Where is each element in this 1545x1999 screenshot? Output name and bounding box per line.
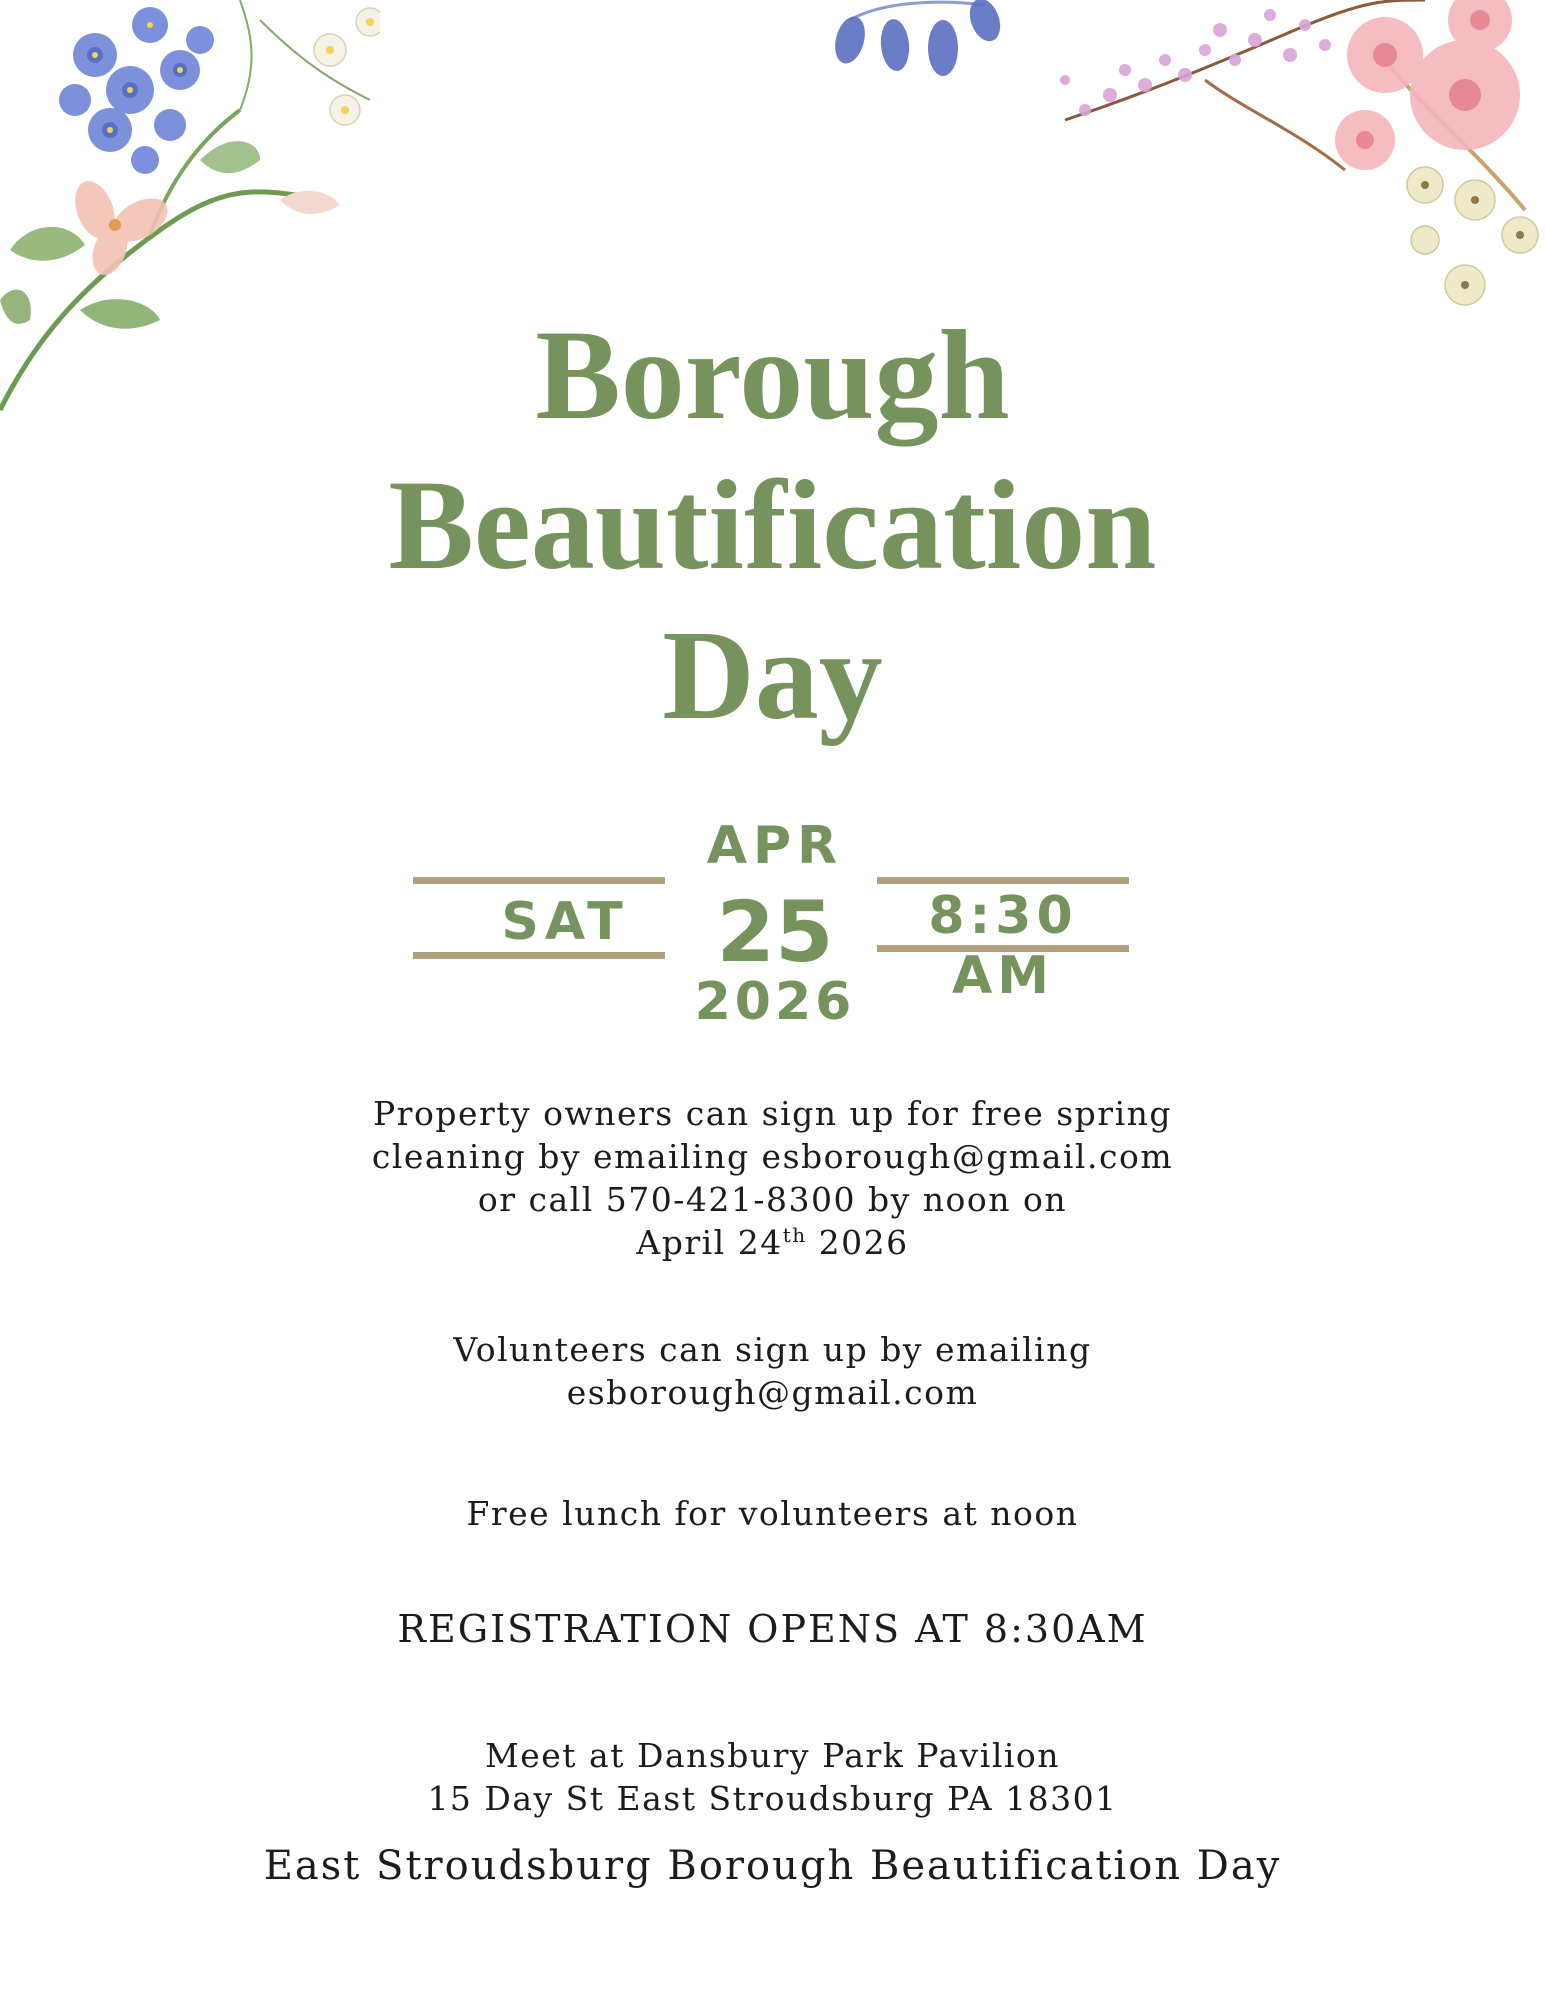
owners-line-4	[0, 1221, 1545, 1264]
event-day-number: 25	[716, 883, 834, 981]
event-weekday: SAT	[501, 892, 629, 952]
owners-line-3: or call 570-421-8300 by noon on	[477, 1180, 1068, 1219]
owners-deadline-date: April 24	[636, 1223, 783, 1262]
owners-deadline-year: 2026	[806, 1223, 909, 1262]
meeting-location	[0, 1734, 1545, 1820]
footer-event-name: East Stroudsburg Borough Beautification Day	[263, 1843, 1282, 1889]
floral-decoration-right	[825, 0, 1545, 330]
event-month: APR	[706, 816, 844, 876]
event-year: 2026	[694, 972, 856, 1032]
property-owners-info	[0, 1092, 1545, 1264]
title-line-3: Day	[662, 604, 883, 746]
ordinal-suffix: th	[782, 1223, 807, 1247]
divider-rule	[413, 877, 665, 884]
lunch-text: Free lunch for volunteers at noon	[466, 1494, 1079, 1533]
title-line-1: Borough	[535, 304, 1010, 446]
registration-text: REGISTRATION OPENS AT 8:30AM	[397, 1607, 1148, 1651]
volunteers-email: esborough@gmail.com	[566, 1373, 979, 1412]
owners-line-2: cleaning by emailing esborough@gmail.com	[371, 1137, 1174, 1176]
divider-rule	[413, 952, 665, 959]
volunteers-line-1: Volunteers can sign up by emailing	[453, 1330, 1092, 1369]
divider-rule	[877, 877, 1129, 884]
meet-address: 15 Day St East Stroudsburg PA 18301	[427, 1779, 1118, 1818]
meet-line-1: Meet at Dansbury Park Pavilion	[484, 1736, 1061, 1775]
owners-line-1: Property owners can sign up for free spring	[372, 1094, 1173, 1133]
volunteers-info	[0, 1328, 1545, 1414]
lunch-info	[0, 1492, 1545, 1535]
event-date-block	[0, 800, 1545, 1040]
title-line-2: Beautification	[388, 454, 1157, 596]
event-time: 8:30 AM	[928, 886, 1078, 1006]
registration-info	[0, 1604, 1545, 1654]
